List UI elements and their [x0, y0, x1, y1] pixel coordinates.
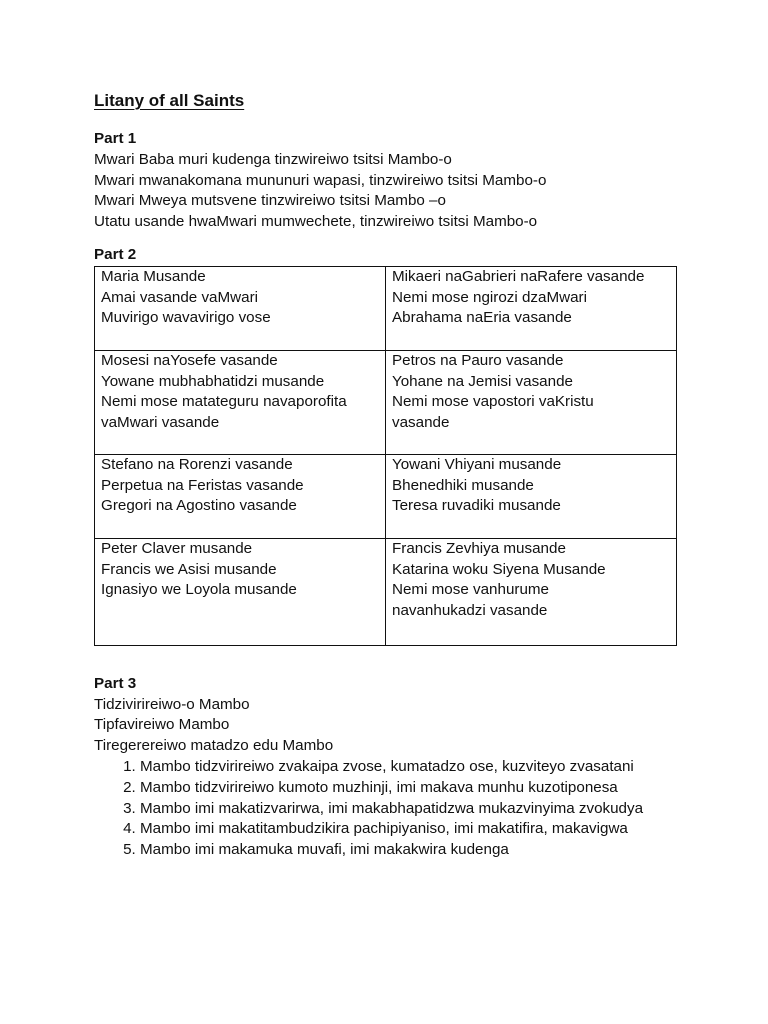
cell-line: Stefano na Rorenzi vasande [101, 455, 293, 473]
saints-table [94, 266, 677, 646]
cell-line: Abrahama naEria vasande [392, 309, 572, 327]
cell-line: Nemi mose matateguru navaporofita [101, 393, 347, 411]
table-cell-left [95, 538, 386, 645]
cell-line: vaMwari vasande [101, 414, 220, 432]
cell-line: Nemi mose vapostori vaKristu [392, 393, 594, 411]
document-title: Litany of all Saints [94, 91, 245, 110]
table-cell-right [386, 350, 677, 454]
part3-line: Tidzivirireiwo-o Mambo [94, 695, 250, 713]
cell-line: Peter Claver musande [101, 539, 253, 557]
cell-line: Francis Zevhiya musande [392, 539, 566, 557]
list-item: 2. Mambo tidzvirireiwo kumoto muzhinji, imi makava munhu kuzotiponesa [140, 778, 684, 799]
list-item: 5. Mambo imi makamuka muvafi, imi makakwira kudenga [140, 840, 684, 861]
table-row [95, 350, 677, 454]
table-cell-right [386, 454, 677, 538]
cell-line: Yowane mubhabhatidzi musande [101, 372, 325, 390]
cell-line: Mosesi naYosefe vasande [101, 351, 278, 369]
part1-heading: Part 1 [94, 130, 137, 147]
part2-heading: Part 2 [94, 245, 137, 263]
table-cell-right [386, 266, 677, 350]
cell-line: Katarina woku Siyena Musande [392, 560, 606, 578]
part3-line: Tiregerereiwo matadzo edu Mambo [94, 737, 334, 755]
part1-line: Utatu usande hwaMwari mumwechete, tinzwireiwo tsitsi Mambo-o [94, 213, 538, 231]
cell-line: Gregori na Agostino vasande [101, 497, 297, 515]
list-item: 3. Mambo imi makatizvarirwa, imi makabhapatidzwa mukazvinyima zvokudya [140, 799, 684, 820]
cell-line: navanhukadzi vasande [392, 602, 548, 620]
cell-line: Yowani Vhiyani musande [392, 455, 562, 473]
document-page [94, 89, 684, 861]
cell-line: Bhenedhiki musande [392, 476, 534, 494]
cell-line: vasande [392, 414, 450, 432]
cell-line: Yohane na Jemisi vasande [392, 372, 573, 390]
part1-line: Mwari mwanakomana mununuri wapasi, tinzwireiwo tsitsi Mambo-o [94, 171, 547, 189]
table-cell-left [95, 454, 386, 538]
table-cell-left [95, 266, 386, 350]
cell-line: Teresa ruvadiki musande [392, 497, 561, 515]
table-cell-right [386, 538, 677, 645]
cell-line: Ignasiyo we Loyola musande [101, 581, 297, 599]
table-cell-left [95, 350, 386, 454]
list-item: 1. Mambo tidzvirireiwo zvakaipa zvose, kumatadzo ose, kuzviteyo zvasatani [140, 757, 684, 778]
cell-line: Nemi mose vanhurume [392, 581, 549, 599]
table-row [95, 538, 677, 645]
cell-line: Francis we Asisi musande [101, 560, 277, 578]
prayer-list [94, 757, 684, 861]
table-row [95, 266, 677, 350]
list-item: 4. Mambo imi makatitambudzikira pachipiyaniso, imi makatifira, makavigwa [140, 819, 684, 840]
part3-line: Tipfavireiwo Mambo [94, 716, 230, 734]
cell-line: Muvirigo wavavirigo vose [101, 309, 271, 327]
cell-line: Perpetua na Feristas vasande [101, 476, 304, 494]
cell-line: Maria Musande [101, 267, 206, 285]
part3-heading: Part 3 [94, 674, 137, 692]
cell-line: Mikaeri naGabrieri naRafere vasande [392, 267, 645, 285]
cell-line: Amai vasande vaMwari [101, 288, 258, 306]
part1-line: Mwari Mweya mutsvene tinzwireiwo tsitsi Mambo –o [94, 192, 446, 210]
cell-line: Nemi mose ngirozi dzaMwari [392, 288, 587, 306]
part1-line: Mwari Baba muri kudenga tinzwireiwo tsitsi Mambo-o [94, 150, 452, 168]
table-row [95, 454, 677, 538]
cell-line: Petros na Pauro vasande [392, 351, 564, 369]
